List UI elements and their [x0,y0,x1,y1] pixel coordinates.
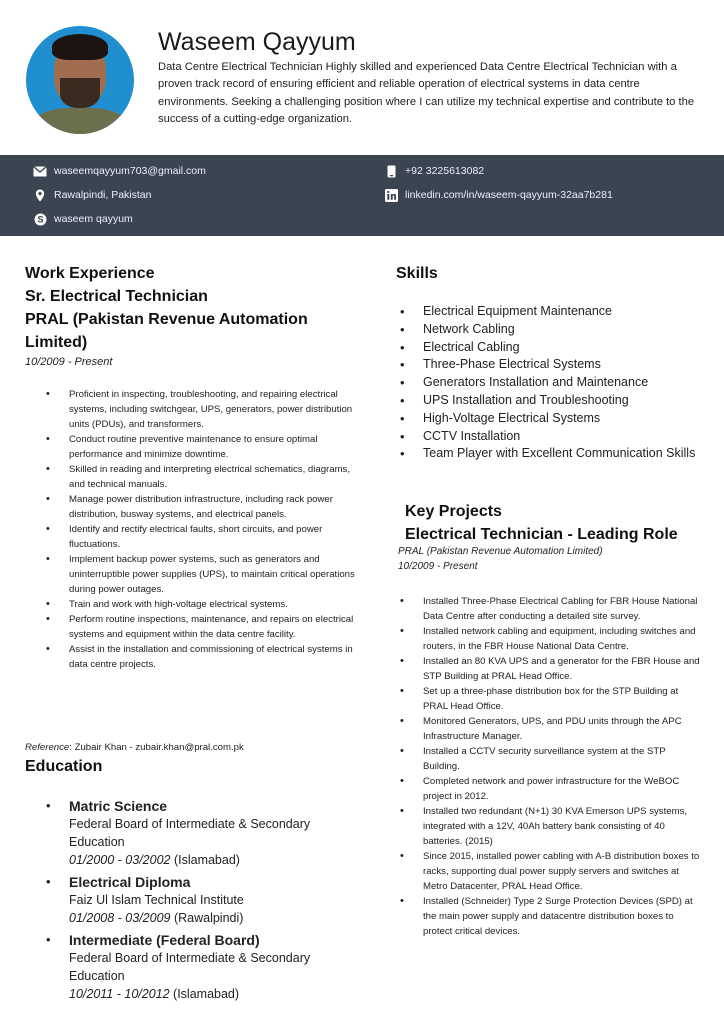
education-section [25,797,355,1007]
degree-name: • Intermediate (Federal Board) [69,932,260,948]
list-item: • Installed network cabling and equipment, including switches and routers, in the FBR House National Data Centre. [398,624,704,654]
envelope-icon [33,165,47,177]
list-item: • Completed network and power infrastructure for the WeBOC project in 2012. [398,774,704,804]
linkedin-text: linkedin.com/in/waseem-qayyum-32aa7b281 [405,189,613,201]
list-item: • Installed a CCTV security surveillance system at the STP Building. [398,744,704,774]
work-experience-section [25,262,365,672]
list-item: • Installed two redundant (N+1) 30 KVA Emerson UPS systems, integrated with a 12V, 40Ah battery bank consisting of 40 batteries. (2015) [398,804,704,849]
skype-text: waseem qayyum [54,213,133,225]
education-dates: 01/2008 - 03/2009 [69,911,171,925]
job-title: Sr. Electrical Technician [25,288,208,305]
linkedin-icon [384,189,398,201]
reference-line [25,742,244,753]
skills-section [396,262,706,479]
svg-text:S: S [36,214,44,225]
list-item: • Conduct routine preventive maintenance to ensure optimal performance and minimize downtime. [25,432,365,462]
list-item: • Perform routine inspections, maintenance, and repairs on electrical systems and equipment within the data centre facility. [25,612,365,642]
skill-item: • High-Voltage Electrical Systems [396,410,706,428]
list-item: • Proficient in inspecting, troubleshooting, and repairing electrical systems, including switchgear, UPS, generators, power distribution units (PDUs), and transformers. [25,387,365,432]
location-pin-icon [33,189,47,201]
avatar-hair [52,34,108,60]
education-dates-line [69,985,355,1003]
education-dates: 01/2000 - 03/2002 [69,853,171,867]
education-item [25,873,355,927]
work-heading: Work Experience [25,265,155,282]
skills-list [396,303,706,463]
list-item: • Installed an 80 KVA UPS and a generator for the FBR House and STP Building at PRAL Head Office. [398,654,704,684]
list-item: • Monitored Generators, UPS, and PDU units through the APC Infrastructure Manager. [398,714,704,744]
job-dates: 10/2009 - Present [25,356,113,368]
skill-item: • Generators Installation and Maintenance [396,374,706,392]
avatar [26,26,134,134]
contact-linkedin[interactable] [384,189,613,201]
list-item: • Implement backup power systems, such as generators and uninterruptible power supplies (UPS), to maintain critical operations during power outages. [25,552,365,597]
list-item: • Manage power distribution infrastructure, including rack power distribution, busway systems, and electrical panels. [25,492,365,522]
project-bullets [398,594,704,939]
list-item: • Installed (Schneider) Type 2 Surge Protection Devices (SPD) at the main power supply and datacentre distribution boxes to protect critical devices. [398,894,704,939]
project-org: PRAL (Pakistan Revenue Automation Limited) [398,546,603,557]
skill-item: • Team Player with Excellent Communication Skills [396,445,706,463]
list-item: • Identify and rectify electrical faults, short circuits, and power fluctuations. [25,522,365,552]
work-bullets [25,387,365,672]
school-name: Faiz Ul Islam Technical Institute [69,893,244,907]
list-item: • Installed Three-Phase Electrical Cabling for FBR House National Data Centre after conducting a detailed site survey. [398,594,704,624]
contact-bar [0,155,724,236]
skill-item: • UPS Installation and Troubleshooting [396,392,706,410]
resume-header [0,0,724,155]
list-item: • Set up a three-phase distribution box for the STP Building at PRAL Head Office. [398,684,704,714]
candidate-name: Waseem Qayyum [158,28,356,56]
contact-skype[interactable] [33,213,133,225]
location-text: Rawalpindi, Pakistan [54,189,152,201]
contact-phone[interactable] [384,165,484,177]
list-item: • Assist in the installation and commissioning of electrical systems in data centre projects. [25,642,365,672]
school-name: Federal Board of Intermediate & Secondary Education [69,817,311,849]
contact-email[interactable] [33,165,206,177]
skype-icon [33,213,47,225]
project-dates: 10/2009 - Present [398,561,478,572]
email-text: waseemqayyum703@gmail.com [54,165,206,177]
education-item [25,931,355,1003]
skills-heading: Skills [396,265,438,282]
avatar-beard [60,78,100,108]
skill-item: • Electrical Equipment Maintenance [396,303,706,321]
education-place: (Islamabad) [170,853,240,867]
education-dates-line [69,909,355,927]
skill-item: • Network Cabling [396,321,706,339]
education-item [25,797,355,869]
profile-summary: Data Centre Electrical Technician Highly skilled and experienced Data Centre Electrical Technician with a proven track record of ensuring efficient and reliable operation of electrical systems in data centre environments. Seeking a challenging position where I can utilize my technical expertise and contribute to the success of a cutting-edge organization. [158,61,695,126]
list-item: • Train and work with high-voltage electrical systems. [25,597,365,612]
education-place: (Rawalpindi) [170,911,244,925]
education-dates: 10/2011 - 10/2012 [69,987,170,1001]
phone-text: +92 3225613082 [405,165,485,177]
reference-label: Reference [25,742,70,753]
education-heading: Education [25,758,103,775]
projects-heading: Key Projects [405,503,502,520]
degree-name: • Electrical Diploma [69,874,191,890]
school-name: Federal Board of Intermediate & Secondary Education [69,951,311,983]
list-item: • Since 2015, installed power cabling with A-B distribution boxes to racks, supporting dual power supply servers and switches at Metro Datacenter, PRAL Head Office. [398,849,704,894]
education-dates-line [69,851,355,869]
degree-name: • Matric Science [69,798,168,814]
avatar-body [30,108,130,134]
reference-text: : Zubair Khan - zubair.khan@pral.com.pk [69,742,244,753]
list-item: • Skilled in reading and interpreting electrical schematics, diagrams, and technical manuals. [25,462,365,492]
phone-icon [384,165,398,177]
company-name: PRAL (Pakistan Revenue Automation Limited) [25,311,308,351]
contact-location [33,189,151,201]
skill-item: • CCTV Installation [396,428,706,446]
project-role: Electrical Technician - Leading Role [405,526,678,543]
skill-item: • Electrical Cabling [396,339,706,357]
skill-item: • Three-Phase Electrical Systems [396,356,706,374]
education-place: (Islamabad) [169,987,240,1001]
